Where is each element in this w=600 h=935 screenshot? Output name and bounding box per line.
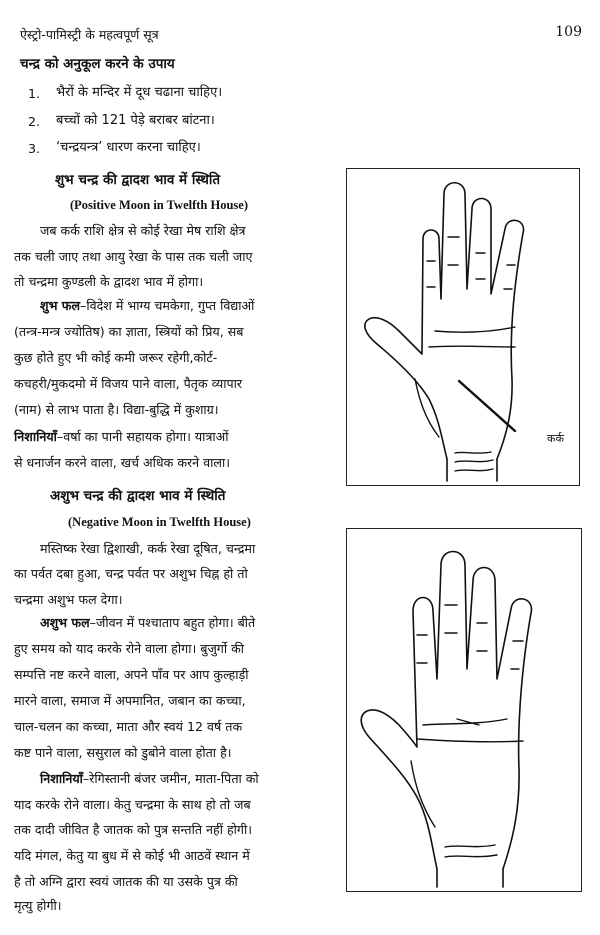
positive-result-line-4: कचहरी/मुकदमो में विजय पाने वाला, पैतृक व्यापार (14, 376, 243, 391)
positive-result-label: शुभ फल (40, 298, 81, 313)
figure-label-karka: कर्क (547, 432, 564, 445)
negative-result-line-3: सम्पत्ति नष्ट करने वाला, अपने पाँव पर आप कुल्हाड़ी (14, 667, 249, 682)
negative-result-line-1: अशुभ फल–जीवन में पश्चाताप बहुत होगा। बीते (40, 615, 256, 630)
positive-heading-en: (Positive Moon in Twelfth House) (70, 198, 249, 212)
negative-result-line-5: चाल-चलन का कच्चा, माता और स्वयं 12 वर्ष तक (14, 719, 243, 734)
positive-result-line-1: शुभ फल–विदेश में भाग्य चमकेगा, गुप्त विद्याओं (40, 298, 255, 313)
remedy-item-2-num: 2. (28, 114, 41, 129)
positive-intro-line-2: तक चली जाए तथा आयु रेखा के पास तक चली जाए (14, 249, 253, 264)
negative-heading-en: (Negative Moon in Twelfth House) (68, 515, 251, 529)
positive-signs-line-2: से धनार्जन करने वाला, खर्च अधिक करने वाला। (14, 455, 230, 470)
remedy-item-3: ‘चन्द्रयन्त्र’ धारण करना चाहिए। (56, 140, 201, 155)
negative-signs-line-1: निशानियाँ–रेगिस्तानी बंजर जमीन, माता-पिता को (40, 771, 259, 786)
negative-result-label: अशुभ फल (40, 615, 90, 630)
remedy-item-1: भैरों के मन्दिर में दूध चढाना चाहिए। (56, 85, 223, 100)
positive-signs-label: निशानियाँ (14, 429, 57, 444)
negative-signs-line-6: मृत्यु होगी। (14, 898, 62, 913)
negative-signs-line-4: यदि मंगल, केतु या बुध में से कोई भी आठवें स्थान में (14, 848, 250, 863)
negative-signs-line-5: है तो अग्नि द्वारा स्वयं जातक की या उसके पुत्र की (14, 874, 238, 889)
positive-result-line-5: (नाम) से लाभ पाता है। विद्या-बुद्धि में कुशाग्र। (14, 402, 219, 417)
positive-hand-figure (346, 168, 580, 486)
negative-intro-line-3: चन्द्रमा अशुभ फल देगा। (14, 592, 123, 607)
remedy-item-2: बच्चों को 121 पेड़े बराबर बांटना। (56, 113, 215, 128)
positive-result-line-3: कुछ होते हुए भी कोई कमी जरूर रहेगी,कोर्ट- (14, 350, 218, 365)
running-title: ऐस्ट्रो-पामिस्ट्री के महत्वपूर्ण सूत्र (20, 27, 159, 42)
negative-result-line-2: हुए समय को याद करके रोने वाला होगा। बुजुर्गो की (14, 641, 245, 656)
negative-intro-line-1: मस्तिष्क रेखा द्विशाखी, कर्क रेखा दूषित, चन्द्रमा (40, 541, 256, 556)
positive-heading: शुभ चन्द्र की द्वादश भाव में स्थिति (55, 172, 221, 188)
page-number: 109 (555, 24, 582, 40)
positive-intro-line-1: जब कर्क राशि क्षेत्र से कोई रेखा मेष राशि क्षेत्र (40, 223, 246, 238)
negative-result-line-4: मारने वाला, समाज में अपमानित, जबान का कच्चा, (14, 693, 246, 708)
negative-signs-label: निशानियाँ (40, 771, 83, 786)
positive-result-line-2: (तन्त्र-मन्त्र ज्योतिष) का ज्ञाता, स्त्रियों को प्रिय, सब (14, 324, 244, 339)
positive-hand-illustration (347, 169, 579, 485)
negative-hand-figure (346, 528, 582, 892)
remedies-heading: चन्द्र को अनुकूल करने के उपाय (20, 56, 175, 72)
negative-intro-line-2: का पर्वत दबा हुआ, चन्द्र पर्वत पर अशुभ चिह्न हो तो (14, 566, 248, 581)
negative-heading: अशुभ चन्द्र की द्वादश भाव में स्थिति (50, 488, 226, 504)
positive-signs-line-1: निशानियाँ–वर्षा का पानी सहायक होगा। यात्राओं (14, 429, 229, 444)
negative-signs-line-2: याद करके रोने वाला। केतु चन्द्रमा के साथ हो तो जब (14, 797, 251, 812)
negative-hand-illustration (347, 529, 581, 891)
remedy-item-1-num: 1. (28, 86, 41, 101)
negative-result-line-6: कष्ट पाने वाला, ससुराल को डुबोने वाला होता है। (14, 745, 232, 760)
remedy-item-3-num: 3. (28, 141, 41, 156)
negative-signs-line-3: तक दादी जीवित है जातक को पुत्र सन्तति नहीं होगी। (14, 822, 253, 837)
positive-intro-line-3: तो चन्द्रमा कुण्डली के द्वादश भाव में होगा। (14, 274, 204, 289)
